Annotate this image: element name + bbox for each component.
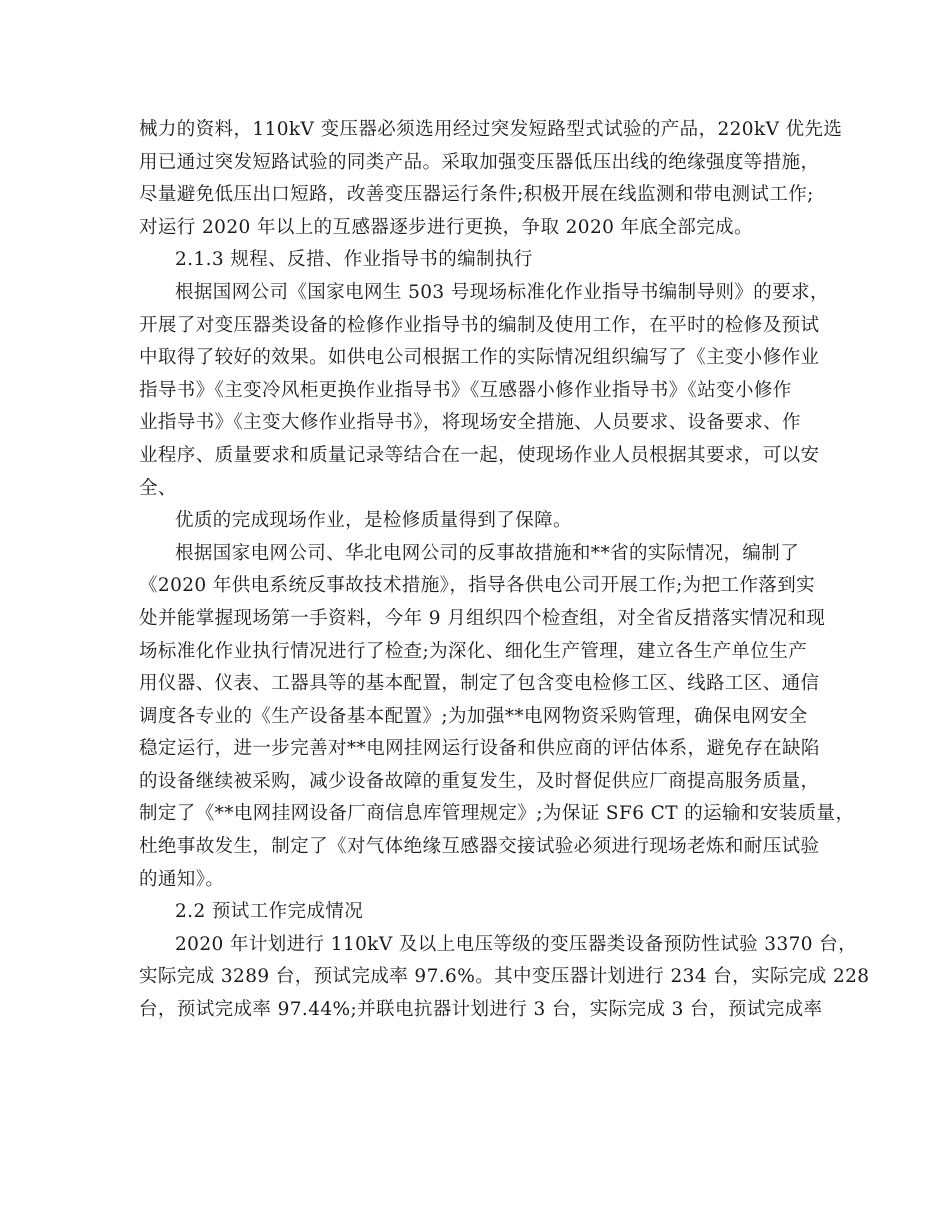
text-line: 的设备继续被采购，减少设备故障的重复发生，及时督促供应厂商提高服务质量， bbox=[139, 770, 820, 792]
text-line: 台，预试完成率 97.44%;并联电抗器计划进行 3 台，实际完成 3 台，预试完成率 bbox=[139, 999, 823, 1021]
text-line: 指导书》《主变冷风柜更换作业指导书》《互感器小修作业指导书》《站变小修作 bbox=[139, 379, 792, 401]
text-line: 业程序、质量要求和质量记录等结合在一起，使现场作业人员根据其要求，可以安 bbox=[139, 444, 820, 466]
text-line: 械力的资料，110kV 变压器必须选用经过突发短路型式试验的产品，220kV 优先选 bbox=[139, 119, 843, 140]
text-line: 杜绝事故发生，制定了《对气体绝缘互感器交接试验必须进行现场老炼和耐压试验 bbox=[139, 836, 820, 858]
text-line: 用已通过突发短路试验的同类产品。采取加强变压器低压出线的绝缘强度等措施， bbox=[139, 151, 820, 173]
text-line: 制定了《**电网挂网设备厂商信息库管理规定》;为保证 SF6 CT 的运输和安装质量， bbox=[139, 803, 855, 825]
text-line: 全、 bbox=[139, 477, 177, 499]
text-line: 对运行 2020 年以上的互感器逐步进行更换，争取 2020 年底全部完成。 bbox=[139, 216, 753, 238]
text-line: 稳定运行，进一步完善对**电网挂网运行设备和供应商的评估体系，避免存在缺陷 bbox=[139, 738, 820, 760]
text-line: 处并能掌握现场第一手资料，今年 9 月组织四个检查组，对全省反措落实情况和现 bbox=[139, 607, 826, 629]
text-line: 实际完成 3289 台，预试完成率 97.6%。其中变压器计划进行 234 台，实际完成 228 bbox=[139, 966, 870, 988]
text-line: 用仪器、仪表、工器具等的基本配置，制定了包含变电检修工区、线路工区、通信 bbox=[139, 673, 820, 695]
document-body bbox=[139, 114, 870, 1027]
text-line: 根据国家电网公司、华北电网公司的反事故措施和**省的实际情况，编制了 bbox=[175, 542, 800, 564]
text-line: 2.2 预试工作完成情况 bbox=[175, 901, 364, 923]
text-line: 优质的完成现场作业，是检修质量得到了保障。 bbox=[175, 510, 572, 532]
text-line: 中取得了较好的效果。如供电公司根据工作的实际情况组织编写了《主变小修作业 bbox=[139, 347, 820, 369]
text-line: 的通知》。 bbox=[139, 868, 225, 890]
text-line: 2.1.3 规程、反措、作业指导书的编制执行 bbox=[175, 249, 533, 271]
text-line: 2020 年计划进行 110kV 及以上电压等级的变压器类设备预防性试验 3370 台， bbox=[175, 933, 858, 955]
text-line: 尽量避免低压出口短路，改善变压器运行条件;积极开展在线监测和带电测试工作; bbox=[139, 184, 814, 206]
text-line: 调度各专业的《生产设备基本配置》;为加强**电网物资采购管理，确保电网安全 bbox=[139, 705, 808, 727]
text-line: 《2020 年供电系统反事故技术措施》，指导各供电公司开展工作;为把工作落到实 bbox=[139, 575, 816, 597]
text-line: 根据国网公司《国家电网生 503 号现场标准化作业指导书编制导则》的要求， bbox=[175, 281, 829, 303]
text-line: 业指导书》《主变大修作业指导书》，将现场安全措施、人员要求、设备要求、作 bbox=[139, 412, 801, 434]
text-line: 开展了对变压器类设备的检修作业指导书的编制及使用工作，在平时的检修及预试 bbox=[139, 314, 820, 336]
text-line: 场标准化作业执行情况进行了检查;为深化、细化生产管理，建立各生产单位生产 bbox=[139, 640, 808, 662]
